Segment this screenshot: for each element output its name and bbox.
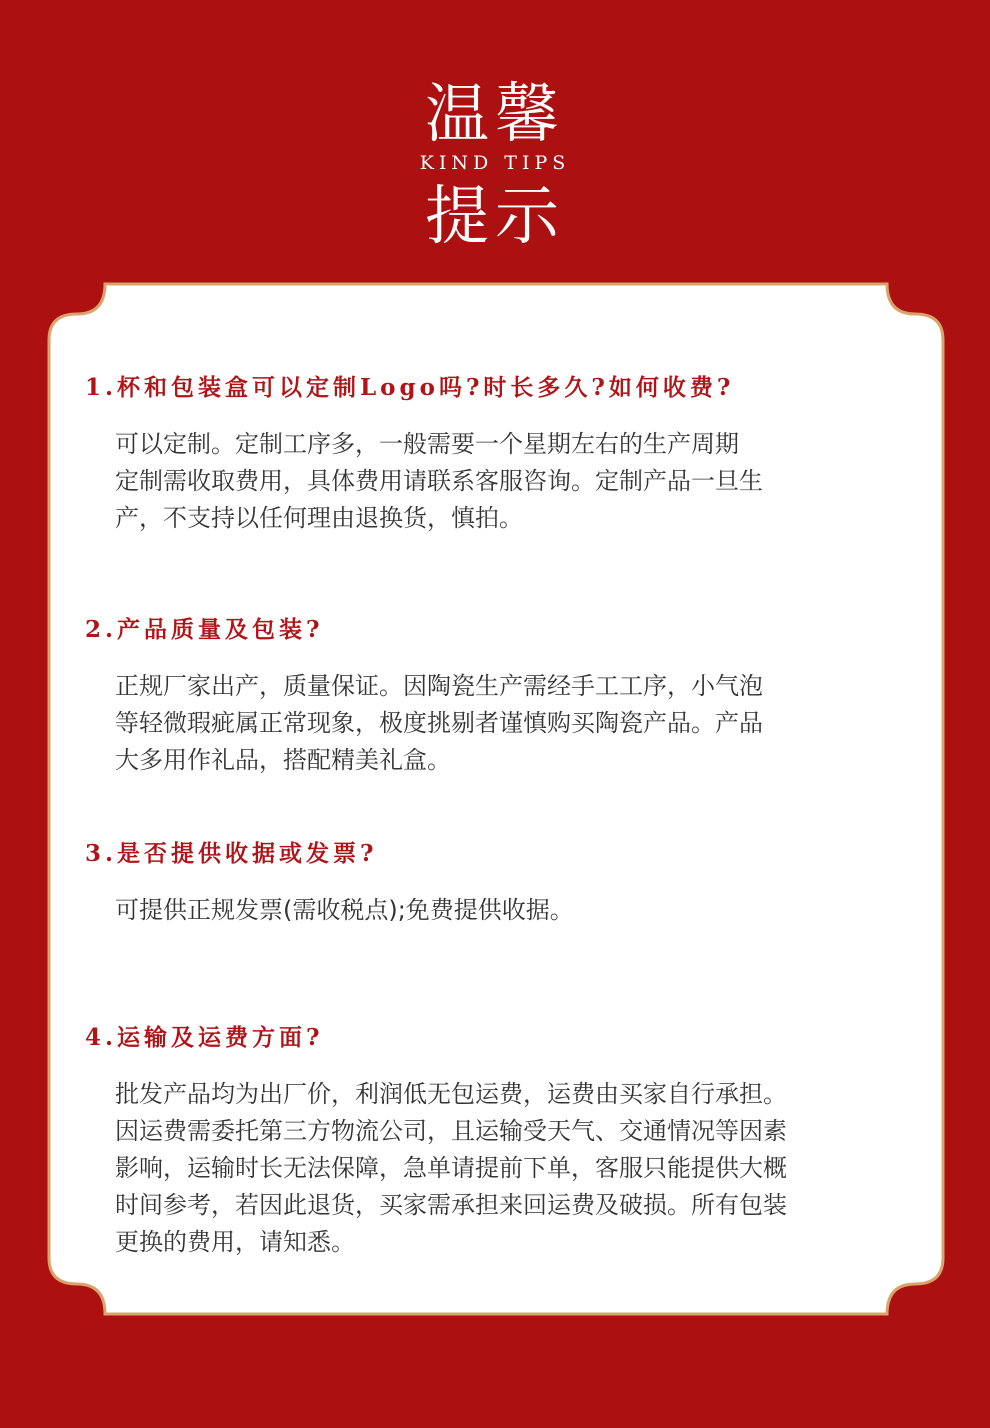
answer-3-line: 可提供正规发票(需收税点);免费提供收据。 [115, 896, 574, 924]
question-2: 2.产品质量及包装? [85, 616, 324, 643]
header [0, 0, 990, 280]
answer-4-line: 影响，运输时长无法保障，急单请提前下单，客服只能提供大概 [115, 1154, 787, 1182]
question-1: 1.杯和包装盒可以定制Logo吗?时长多久?如何收费? [85, 374, 735, 401]
question-4: 4.运输及运费方面? [85, 1024, 324, 1051]
answer-4-line: 批发产品均为出厂价，利润低无包运费，运费由买家自行承担。 [115, 1080, 787, 1108]
answer-2-line: 正规厂家出产，质量保证。因陶瓷生产需经手工工序，小气泡 [115, 672, 763, 700]
answer-4-line: 因运费需委托第三方物流公司，且运输受天气、交通情况等因素 [115, 1117, 787, 1145]
answer-3 [85, 892, 905, 929]
answer-2-line: 大多用作礼品，搭配精美礼盒。 [115, 746, 451, 774]
title-bottom: 提示 [425, 180, 565, 254]
answer-1-line: 可以定制。定制工序多，一般需要一个星期左右的生产周期 [115, 430, 739, 458]
answer-2 [85, 668, 905, 779]
answer-2-line: 等轻微瑕疵属正常现象，极度挑剔者谨慎购买陶瓷产品。产品 [115, 709, 763, 737]
answer-1-line: 产，不支持以任何理由退换货，慎拍。 [115, 504, 523, 532]
answer-4-line: 时间参考，若因此退货，买家需承担来回运费及破损。所有包装 [115, 1191, 787, 1219]
section-2 [85, 614, 905, 779]
answer-1 [85, 426, 905, 537]
answer-1-line: 定制需收取费用，具体费用请联系客服咨询。定制产品一旦生 [115, 467, 763, 495]
title-top: 温馨 [425, 78, 565, 152]
answer-4-line: 更换的费用，请知悉。 [115, 1228, 355, 1256]
section-3 [85, 838, 905, 929]
subtitle: KIND TIPS [419, 152, 571, 174]
answer-4 [85, 1076, 905, 1261]
section-4 [85, 1022, 905, 1261]
section-1 [85, 372, 905, 537]
question-3: 3.是否提供收据或发票? [85, 840, 378, 867]
